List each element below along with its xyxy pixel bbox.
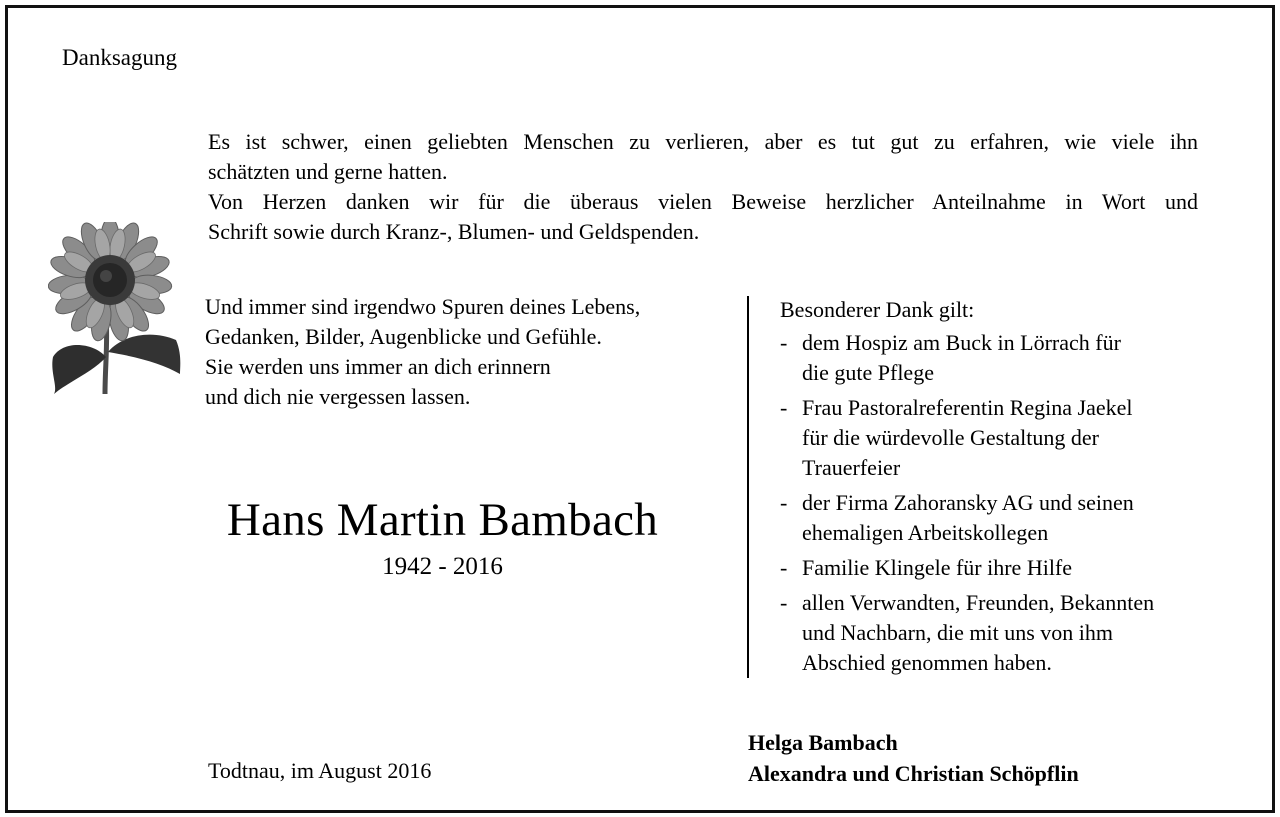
verse-line: Gedanken, Bilder, Augenblicke und Gefühle. bbox=[205, 324, 602, 349]
place-date: Todtnau, im August 2016 bbox=[208, 758, 432, 783]
dash-bullet: - bbox=[780, 590, 788, 615]
intro-line: Schrift sowie durch Kranz-, Blumen- und Geldspenden. bbox=[208, 219, 700, 244]
sunflower-icon bbox=[48, 222, 184, 398]
dash-bullet: - bbox=[780, 395, 788, 420]
list-item-line: dem Hospiz am Buck in Lörrach für bbox=[802, 330, 1121, 355]
intro-line: schätzten und gerne hatten. bbox=[208, 159, 448, 184]
list-item-line: Trauerfeier bbox=[802, 455, 901, 480]
list-item-line: ehemaligen Arbeitskollegen bbox=[802, 520, 1049, 545]
list-item bbox=[780, 393, 1240, 483]
list-item-line: Frau Pastoralreferentin Regina Jaekel bbox=[802, 395, 1133, 420]
list-item-line: die gute Pflege bbox=[802, 360, 934, 385]
special-thanks bbox=[780, 295, 1240, 683]
deceased-name: Hans Martin Bambach bbox=[226, 494, 659, 546]
column-divider bbox=[747, 296, 749, 678]
list-item bbox=[780, 328, 1240, 388]
heading: Danksagung bbox=[62, 45, 177, 70]
signer-name: Helga Bambach bbox=[748, 730, 898, 755]
list-item-line: und Nachbarn, die mit uns von ihm bbox=[802, 620, 1114, 645]
list-item-line: Familie Klingele für ihre Hilfe bbox=[802, 555, 1073, 580]
list-item-line: für die würdevolle Gestaltung der bbox=[802, 425, 1099, 450]
dash-bullet: - bbox=[780, 330, 788, 355]
list-item bbox=[780, 588, 1240, 678]
thanks-title: Besonderer Dank gilt: bbox=[780, 297, 975, 322]
intro-line: Es ist schwer, einen geliebten Menschen zu verlieren, aber es tut gut zu erfahren, wie viele ihn bbox=[208, 129, 1198, 154]
list-item bbox=[780, 488, 1240, 548]
dash-bullet: - bbox=[780, 555, 788, 580]
dash-bullet: - bbox=[780, 490, 788, 515]
list-item-line: allen Verwandten, Freunden, Bekannten bbox=[802, 590, 1155, 615]
verse-line: Sie werden uns immer an dich erinnern bbox=[205, 354, 551, 379]
signer-name: Alexandra und Christian Schöpflin bbox=[748, 761, 1079, 786]
list-item bbox=[780, 553, 1240, 583]
intro-text bbox=[208, 127, 1198, 247]
intro-line: Von Herzen danken wir für die überaus vielen Beweise herzlicher Anteilnahme in Wort und bbox=[208, 189, 1198, 214]
list-item-line: der Firma Zahoransky AG und seinen bbox=[802, 490, 1134, 515]
verse-line: Und immer sind irgendwo Spuren deines Lebens, bbox=[205, 294, 641, 319]
thanks-list bbox=[780, 328, 1240, 678]
signers bbox=[748, 727, 1079, 789]
life-years: 1942 - 2016 bbox=[382, 553, 503, 580]
verse bbox=[205, 292, 735, 412]
list-item-line: Abschied genommen haben. bbox=[802, 650, 1052, 675]
verse-line: und dich nie vergessen lassen. bbox=[205, 384, 471, 409]
